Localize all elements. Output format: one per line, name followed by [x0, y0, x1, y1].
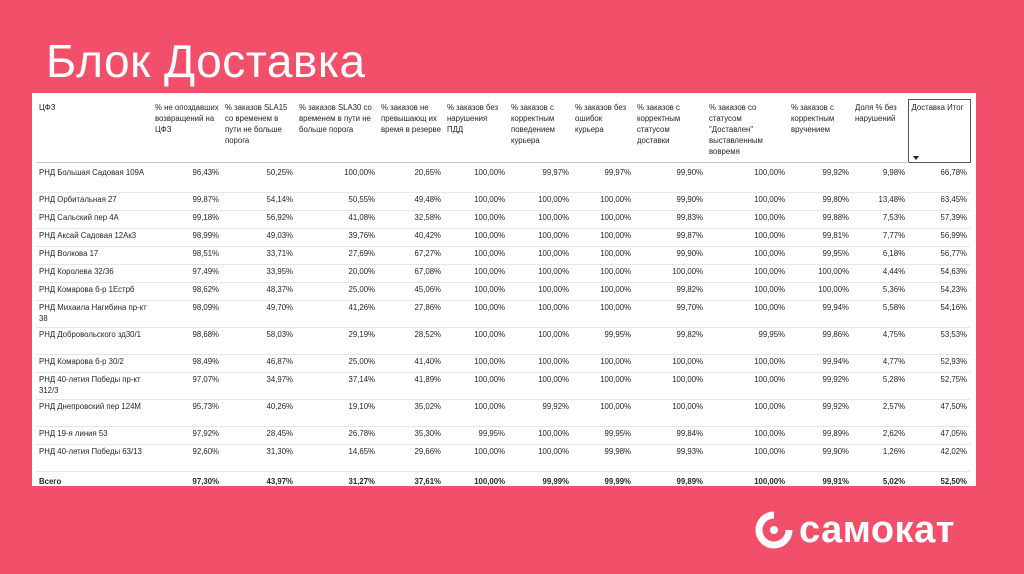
table-cell: 99,95% [788, 247, 852, 265]
table-cell: 100,00% [444, 193, 508, 211]
table-cell: 100,00% [572, 373, 634, 400]
table-row[interactable] [36, 265, 970, 283]
table-cell: 40,42% [378, 229, 444, 247]
table-cell: 40,26% [222, 400, 296, 427]
table-cell: 99,95% [572, 427, 634, 445]
table-cell: 99,18% [152, 211, 222, 229]
table-cell: 49,48% [378, 193, 444, 211]
table-cell: 33,95% [222, 265, 296, 283]
table-cell: 49,70% [222, 301, 296, 328]
table-cell: 99,95% [706, 328, 788, 355]
total-cell: 52,50% [908, 472, 970, 490]
table-cell: 100,00% [508, 211, 572, 229]
table-cell: 50,25% [222, 163, 296, 193]
table-cell: 4,75% [852, 328, 908, 355]
table-cell: 100,00% [706, 301, 788, 328]
table-cell: 26,78% [296, 427, 378, 445]
table-cell: 28,45% [222, 427, 296, 445]
table-cell: 56,99% [908, 229, 970, 247]
table-cell: 100,00% [508, 301, 572, 328]
table-cell: 99,97% [572, 163, 634, 193]
table-cell: 50,55% [296, 193, 378, 211]
brand-name: самокат [799, 509, 955, 551]
table-cell: 63,45% [908, 193, 970, 211]
table-cell: 100,00% [706, 265, 788, 283]
table-row[interactable] [36, 400, 970, 427]
row-name-cell: РНД Комарова б-р 1Естрб [36, 283, 152, 301]
table-cell: 100,00% [706, 229, 788, 247]
table-cell: 95,73% [152, 400, 222, 427]
table-cell: 7,53% [852, 211, 908, 229]
table-cell: 5,58% [852, 301, 908, 328]
table-cell: 97,92% [152, 427, 222, 445]
table-cell: 100,00% [706, 247, 788, 265]
table-row[interactable] [36, 193, 970, 211]
table-cell: 100,00% [572, 193, 634, 211]
table-cell: 41,89% [378, 373, 444, 400]
column-header[interactable]: % не опоздавших возвращений на ЦФЗ [152, 100, 222, 163]
table-cell: 19,10% [296, 400, 378, 427]
table-cell: 100,00% [706, 427, 788, 445]
table-cell: 98,09% [152, 301, 222, 328]
table-cell: 7,77% [852, 229, 908, 247]
table-cell: 99,70% [634, 301, 706, 328]
table-cell: 54,16% [908, 301, 970, 328]
table-cell: 97,49% [152, 265, 222, 283]
table-row[interactable] [36, 328, 970, 355]
table-row[interactable] [36, 163, 970, 193]
table-cell: 100,00% [572, 211, 634, 229]
table-cell: 41,40% [378, 355, 444, 373]
table-cell: 98,49% [152, 355, 222, 373]
table-header-row [36, 100, 970, 163]
table-cell: 99,83% [634, 211, 706, 229]
table-cell: 100,00% [706, 445, 788, 472]
table-cell: 100,00% [706, 373, 788, 400]
total-cell: 37,61% [378, 472, 444, 490]
table-cell: 35,02% [378, 400, 444, 427]
column-header[interactable]: % заказов SLA15 со временем в пути не больше порога [222, 100, 296, 163]
table-cell: 100,00% [444, 301, 508, 328]
table-cell: 100,00% [706, 283, 788, 301]
row-name-cell: РНД Большая Садовая 109А [36, 163, 152, 193]
column-header[interactable]: Доля % без нарушений [852, 100, 908, 163]
table-cell: 100,00% [706, 211, 788, 229]
table-cell: 52,75% [908, 373, 970, 400]
table-cell: 67,08% [378, 265, 444, 283]
table-cell: 48,37% [222, 283, 296, 301]
total-cell: 99,99% [508, 472, 572, 490]
table-cell: 5,36% [852, 283, 908, 301]
table-cell: 14,65% [296, 445, 378, 472]
table-cell: 96,43% [152, 163, 222, 193]
table-cell: 4,44% [852, 265, 908, 283]
table-cell: 99,94% [788, 355, 852, 373]
table-cell: 56,92% [222, 211, 296, 229]
table-cell: 66,78% [908, 163, 970, 193]
table-cell: 100,00% [706, 400, 788, 427]
row-name-cell: РНД 40-летия Победы 63/13 [36, 445, 152, 472]
table-cell: 4,77% [852, 355, 908, 373]
table-row[interactable] [36, 373, 970, 400]
table-cell: 100,00% [508, 193, 572, 211]
table-cell: 100,00% [444, 229, 508, 247]
table-cell: 100,00% [444, 283, 508, 301]
table-cell: 46,87% [222, 355, 296, 373]
table-cell: 99,82% [634, 283, 706, 301]
table-cell: 100,00% [572, 283, 634, 301]
total-label-cell: Всего [36, 472, 152, 490]
column-header[interactable]: ЦФЗ [36, 100, 152, 163]
row-name-cell: РНД 19-я линия 53 [36, 427, 152, 445]
table-row[interactable] [36, 283, 970, 301]
table-cell: 100,00% [634, 355, 706, 373]
table-cell: 99,92% [788, 163, 852, 193]
table-cell: 100,00% [444, 328, 508, 355]
table-cell: 100,00% [508, 427, 572, 445]
table-cell: 20,65% [378, 163, 444, 193]
sort-desc-icon[interactable] [913, 156, 919, 160]
row-name-cell: РНД Орбитальная 27 [36, 193, 152, 211]
table-cell: 56,77% [908, 247, 970, 265]
table-cell: 98,99% [152, 229, 222, 247]
table-row[interactable] [36, 211, 970, 229]
slide-title: Блок Доставка [46, 35, 366, 87]
table-cell: 98,51% [152, 247, 222, 265]
table-cell: 100,00% [706, 355, 788, 373]
table-cell: 99,95% [444, 427, 508, 445]
table-cell: 100,00% [572, 247, 634, 265]
table-cell: 98,62% [152, 283, 222, 301]
table-cell: 35,30% [378, 427, 444, 445]
table-cell: 39,76% [296, 229, 378, 247]
table-cell: 100,00% [508, 373, 572, 400]
row-name-cell: РНД Днепровский пер 124М [36, 400, 152, 427]
column-header[interactable]: % заказов без ошибок курьера [572, 100, 634, 163]
table-cell: 99,93% [634, 445, 706, 472]
table-cell: 100,00% [634, 265, 706, 283]
table-cell: 28,52% [378, 328, 444, 355]
table-cell: 97,07% [152, 373, 222, 400]
table-cell: 100,00% [444, 211, 508, 229]
table-cell: 32,58% [378, 211, 444, 229]
total-cell: 99,99% [572, 472, 634, 490]
table-cell: 99,87% [152, 193, 222, 211]
table-cell: 99,86% [788, 328, 852, 355]
row-name-cell: РНД Сальский пер 4А [36, 211, 152, 229]
table-cell: 99,92% [508, 400, 572, 427]
table-cell: 100,00% [706, 193, 788, 211]
table-cell: 99,82% [634, 328, 706, 355]
table-cell: 100,00% [788, 283, 852, 301]
table-cell: 2,57% [852, 400, 908, 427]
table-cell: 99,92% [788, 400, 852, 427]
total-cell: 43,97% [222, 472, 296, 490]
table-cell: 57,39% [908, 211, 970, 229]
table-cell: 100,00% [444, 265, 508, 283]
table-cell: 100,00% [296, 163, 378, 193]
table-cell: 99,88% [788, 211, 852, 229]
table-row[interactable] [36, 355, 970, 373]
column-header-label: Доставка Итог [911, 103, 964, 112]
total-cell: 97,30% [152, 472, 222, 490]
table-cell: 41,08% [296, 211, 378, 229]
table-cell: 47,05% [908, 427, 970, 445]
column-header-sorted[interactable] [908, 100, 970, 163]
column-header[interactable]: % заказов SLA30 со временем в пути не больше порога [296, 100, 378, 163]
table-cell: 41,26% [296, 301, 378, 328]
row-name-cell: РНД Волкова 17 [36, 247, 152, 265]
table-cell: 100,00% [444, 373, 508, 400]
table-cell: 42,02% [908, 445, 970, 472]
table-cell: 5,28% [852, 373, 908, 400]
column-header[interactable]: % заказов не превышающ их время в резерве [378, 100, 444, 163]
table-cell: 100,00% [508, 445, 572, 472]
table-cell: 100,00% [572, 229, 634, 247]
table-cell: 99,81% [788, 229, 852, 247]
table-cell: 100,00% [508, 355, 572, 373]
table-cell: 47,50% [908, 400, 970, 427]
table-cell: 99,97% [508, 163, 572, 193]
table-row[interactable] [36, 247, 970, 265]
column-header[interactable]: % заказов с корректным вручением [788, 100, 852, 163]
table-cell: 100,00% [706, 163, 788, 193]
row-name-cell: РНД Михаила Нагибина пр-кт 38 [36, 301, 152, 328]
table-cell: 99,90% [788, 445, 852, 472]
table-cell: 99,80% [788, 193, 852, 211]
table-cell: 100,00% [508, 247, 572, 265]
table-cell: 100,00% [508, 283, 572, 301]
table-cell: 99,87% [634, 229, 706, 247]
brand-logo [755, 511, 955, 549]
table-cell: 34,97% [222, 373, 296, 400]
table-row[interactable] [36, 229, 970, 247]
delivery-table-panel [32, 93, 976, 486]
row-name-cell: РНД Аксай Садовая 12Ак3 [36, 229, 152, 247]
table-cell: 100,00% [508, 328, 572, 355]
table-cell: 99,95% [572, 328, 634, 355]
table-row[interactable] [36, 427, 970, 445]
table-cell: 54,63% [908, 265, 970, 283]
table-cell: 99,98% [572, 445, 634, 472]
table-cell: 29,19% [296, 328, 378, 355]
table-body [36, 163, 970, 472]
table-cell: 52,93% [908, 355, 970, 373]
table-cell: 100,00% [508, 265, 572, 283]
table-cell: 99,90% [634, 247, 706, 265]
table-cell: 45,06% [378, 283, 444, 301]
table-total-row [36, 472, 970, 490]
table-cell: 99,84% [634, 427, 706, 445]
column-header[interactable]: % заказов с корректным поведением курьера [508, 100, 572, 163]
table-cell: 99,92% [788, 373, 852, 400]
table-cell: 92,60% [152, 445, 222, 472]
table-cell: 100,00% [572, 301, 634, 328]
table-cell: 25,00% [296, 355, 378, 373]
table-cell: 100,00% [572, 400, 634, 427]
row-name-cell: РНД 40-летия Победы пр-кт 312/3 [36, 373, 152, 400]
column-header[interactable]: % заказов с корректным статусом доставки [634, 100, 706, 163]
row-name-cell: РНД Королева 32/36 [36, 265, 152, 283]
table-cell: 99,94% [788, 301, 852, 328]
table-cell: 29,66% [378, 445, 444, 472]
table-cell: 100,00% [444, 355, 508, 373]
table-cell: 100,00% [572, 265, 634, 283]
table-cell: 100,00% [788, 265, 852, 283]
total-cell: 5,02% [852, 472, 908, 490]
table-cell: 25,00% [296, 283, 378, 301]
table-cell: 1,26% [852, 445, 908, 472]
table-cell: 100,00% [444, 163, 508, 193]
delivery-metrics-table [36, 99, 971, 489]
total-cell: 99,91% [788, 472, 852, 490]
table-cell: 54,14% [222, 193, 296, 211]
row-name-cell: РНД Комарова б-р 30/2 [36, 355, 152, 373]
table-row[interactable] [36, 301, 970, 328]
table-cell: 13,48% [852, 193, 908, 211]
table-cell: 100,00% [444, 247, 508, 265]
table-cell: 58,03% [222, 328, 296, 355]
total-cell: 100,00% [706, 472, 788, 490]
table-cell: 27,86% [378, 301, 444, 328]
column-header[interactable]: % заказов без нарушения ПДД [444, 100, 508, 163]
table-row[interactable] [36, 445, 970, 472]
table-cell: 37,14% [296, 373, 378, 400]
table-cell: 100,00% [634, 373, 706, 400]
total-cell: 100,00% [444, 472, 508, 490]
table-cell: 99,90% [634, 163, 706, 193]
table-cell: 9,98% [852, 163, 908, 193]
total-cell: 31,27% [296, 472, 378, 490]
table-cell: 99,90% [634, 193, 706, 211]
row-name-cell: РНД Добровольского зд30/1 [36, 328, 152, 355]
table-cell: 20,00% [296, 265, 378, 283]
table-cell: 33,71% [222, 247, 296, 265]
table-cell: 27,69% [296, 247, 378, 265]
table-cell: 54,23% [908, 283, 970, 301]
table-cell: 100,00% [444, 445, 508, 472]
column-header[interactable]: % заказов со статусом "Доставлен" выставленным вовремя [706, 100, 788, 163]
table-cell: 100,00% [444, 400, 508, 427]
table-cell: 49,03% [222, 229, 296, 247]
samokat-logo-icon [755, 511, 793, 549]
table-cell: 6,18% [852, 247, 908, 265]
table-cell: 100,00% [634, 400, 706, 427]
total-cell: 99,89% [634, 472, 706, 490]
table-cell: 98,68% [152, 328, 222, 355]
table-cell: 99,89% [788, 427, 852, 445]
table-cell: 100,00% [572, 355, 634, 373]
table-cell: 100,00% [508, 229, 572, 247]
table-cell: 67,27% [378, 247, 444, 265]
table-cell: 31,30% [222, 445, 296, 472]
table-cell: 53,53% [908, 328, 970, 355]
table-cell: 2,62% [852, 427, 908, 445]
